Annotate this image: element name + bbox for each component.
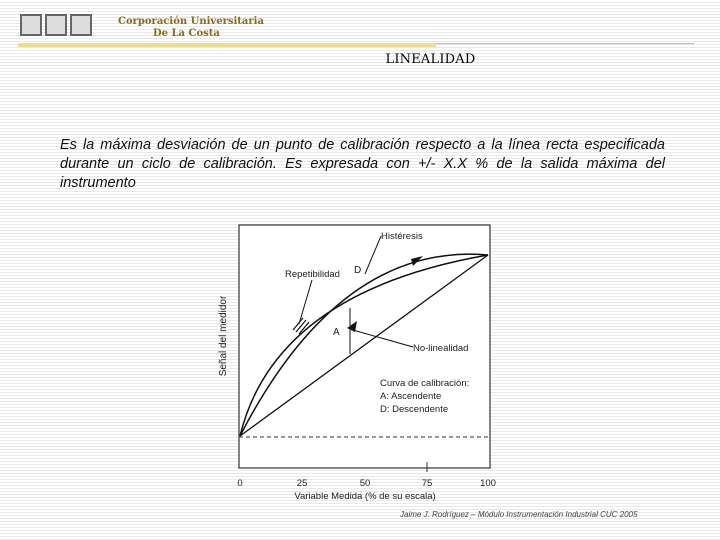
x-tick-100: 100 [480,478,496,489]
label-descendente: D: Descendente [380,404,449,415]
slide-body: Es la máxima desviación de un punto de calibración respecto a la línea recta especificada durante un ciclo de calibración. Es expresada con +/- X.X % de la salida máxima del instrumento [60,137,665,191]
label-ascendente: A: Ascendente [380,391,442,402]
label-curva: Curva de calibración: [380,378,470,389]
org-name-line1: Corporación Universitaria [118,16,264,27]
slide-title: LINEALIDAD [385,52,476,67]
label-repetibilidad: Repetibilidad [285,269,340,280]
label-d: D [354,265,362,276]
header-accent-bar [18,43,436,47]
y-axis-label: Señal del medidor [218,295,229,377]
x-tick-50: 50 [359,478,371,489]
x-tick-75: 75 [421,478,433,489]
x-axis-label: Variable Medida (% de su escala) [294,491,436,502]
label-a: A [333,327,340,338]
calibration-figure [215,222,496,504]
footer-credit: Jaime J. Rodríguez – Módulo Instrumentación Industrial CUC 2005 [400,510,638,519]
org-name-line2: De La Costa [153,28,220,39]
label-nolinealidad: No-linealidad [413,343,469,354]
x-tick-0: 0 [237,478,243,489]
label-histeresis: Histéresis [381,231,423,242]
logo-mark [20,14,94,38]
x-tick-25: 25 [296,478,308,489]
